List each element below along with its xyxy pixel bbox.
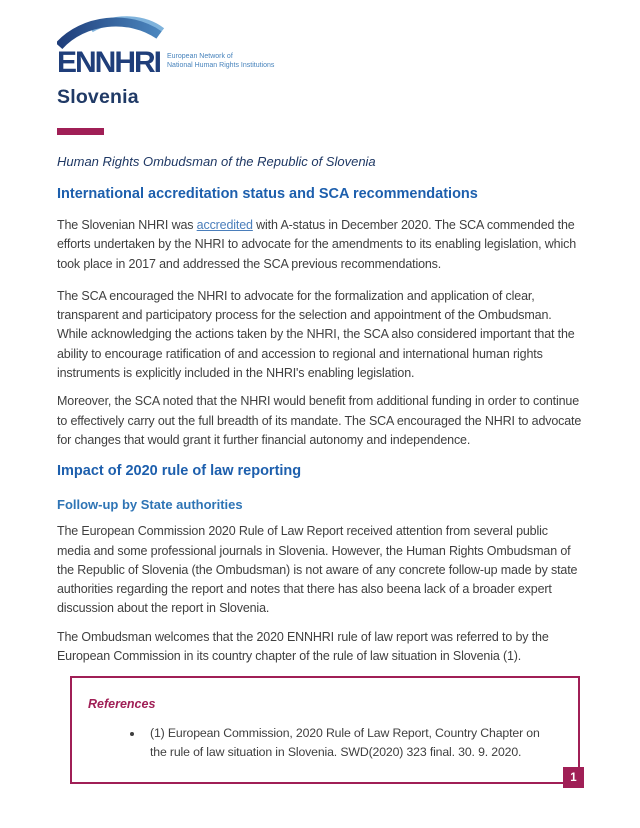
- paragraph-impact-2: The Ombudsman welcomes that the 2020 ENNHRI rule of law report was referred to by the European Commission in its country chapter of the rule of law situation in Slovenia (1).: [57, 629, 549, 664]
- logo-arc-dark: [59, 22, 159, 46]
- subsection-heading-follow-up: Follow-up by State authorities: [57, 497, 243, 513]
- paragraph-text: with A-status in December 2020. The SCA commended the efforts undertaken by the NHRI to advocate for the amendments to its enabling legislation, which took place in 2017 and addressed the SCA previous recommendations.: [57, 218, 577, 271]
- references-box: [70, 676, 580, 784]
- section-heading-accreditation: International accreditation status and SCA recommendations: [57, 186, 478, 202]
- logo-tagline-line1: European Network of: [167, 53, 233, 60]
- paragraph-impact-1: The European Commission 2020 Rule of Law Report received attention from several public media and some professional journals in Slovenia. However, the Human Rights Ombudsman of the Republic of Slovenia (the Ombudsman) is not aware of any concrete follow-up made by state authorities regarding the report and notes that there has also beena lack of a broader expert discussion about the report in Slovenia.: [57, 524, 578, 616]
- paragraph-accreditation-3: Moreover, the SCA noted that the NHRI would benefit from additional funding in order to continue to effectively carry out the full breadth of its mandate. The SCA encouraged the NHRI to advocate for changes that would grant it further financial autonomy and independence.: [57, 394, 582, 447]
- reference-item: • (1) European Commission, 2020 Rule of Law Report, Country Chapter on the rule of law situation in Slovenia. SWD(2020) 323 final. 30. 9. 2020.: [144, 724, 558, 762]
- ennhri-logo-icon: [57, 14, 293, 72]
- references-list: [88, 724, 558, 762]
- document-subtitle: Human Rights Ombudsman of the Republic of Slovenia: [57, 154, 376, 169]
- logo-acronym: ENNHRI: [57, 46, 161, 72]
- paragraph-accreditation-1: [57, 216, 583, 274]
- paragraph-text: The Slovenian NHRI was: [57, 218, 197, 232]
- references-title: References: [88, 697, 156, 712]
- page-title: Slovenia: [57, 86, 139, 108]
- accent-bar: [57, 128, 104, 135]
- ennhri-logo: [57, 14, 583, 72]
- page-number-badge: 1: [563, 767, 584, 788]
- accredited-link[interactable]: accredited: [196, 218, 253, 232]
- section-heading-impact: Impact of 2020 rule of law reporting: [57, 463, 302, 480]
- logo-tagline-line2: National Human Rights Institutions: [167, 62, 275, 69]
- paragraph-accreditation-2: The SCA encouraged the NHRI to advocate for the formalization and application of clear, transparent and participatory process for the selection and appointment of the Ombudsman. While acknowledging the actions taken by the NHRI, the SCA also considered important that the ability to encourage ratification of and accession to regional and international human rights instruments is explicitly included in the NHRI's enabling legislation.: [57, 288, 575, 381]
